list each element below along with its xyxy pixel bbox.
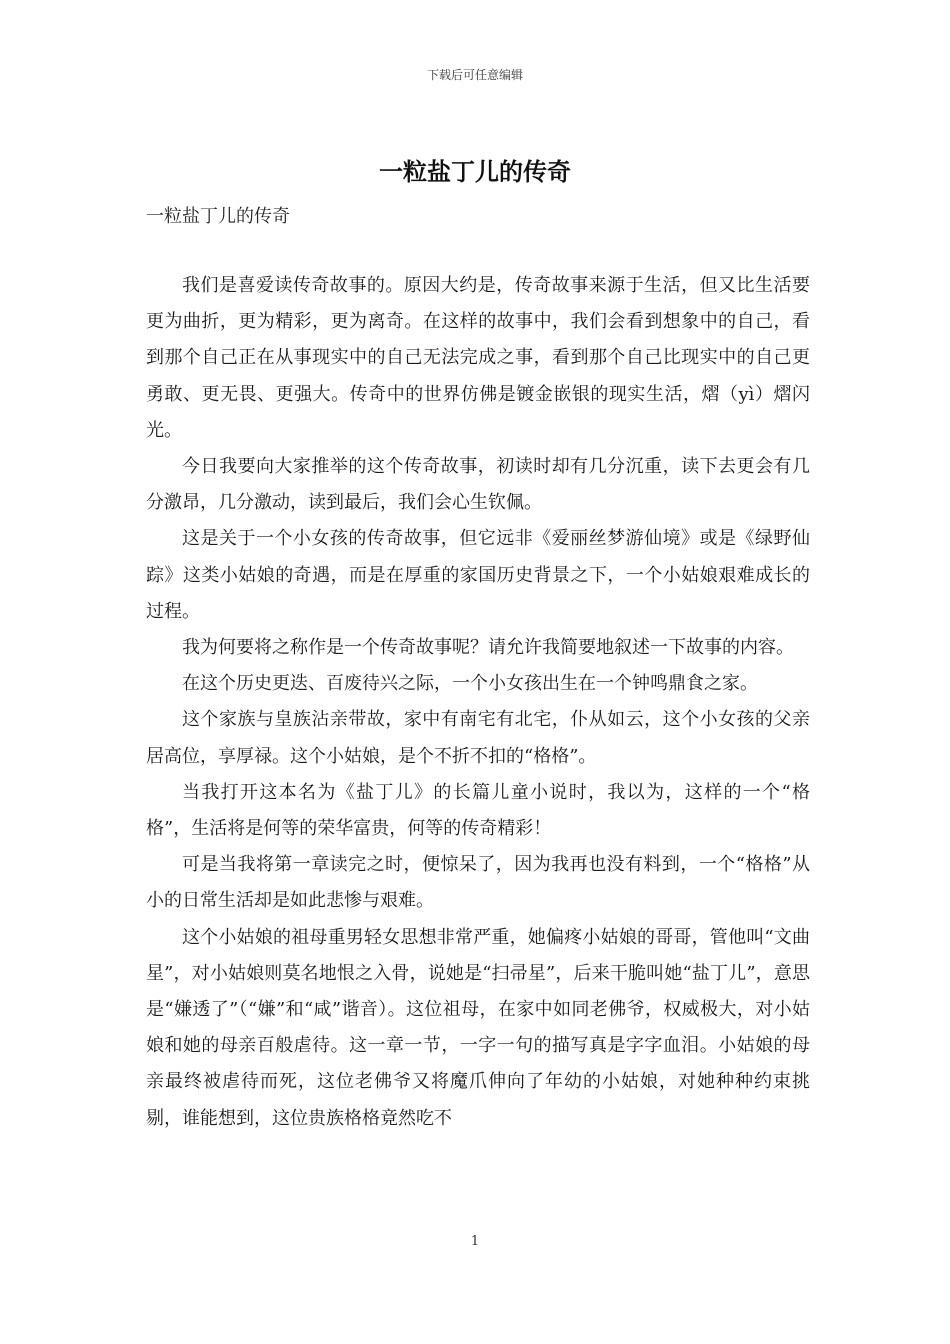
paragraph-1: 我们是喜爱读传奇故事的。原因大约是，传奇故事来源于生活，但又比生活要更为曲折，更为精彩，更为离奇。在这样的故事中，我们会看到想象中的自己，看到那个自己正在从事现实中的自己无法完成之事，看到那个自己比现实中的自己更勇敢、更无畏、更强大。传奇中的世界仿佛是镀金嵌银的现实生活，熠（yì）熠闪光。 [146, 275, 810, 441]
document-body [146, 268, 810, 1137]
paragraph-9: 这个小姑娘的祖母重男轻女思想非常严重，她偏疼小姑娘的哥哥，管他叫“文曲星”，对小姑娘则莫名地恨之入骨，说她是“扫帚星”，后来干脆叫她“盐丁儿”，意思是“嫌透了”（“嫌”和“咸”谐音）。这位祖母，在家中如同老佛爷，权威极大，对小姑娘和她的母亲百般虐待。这一章一节，一字一句的描写真是字字血泪。小姑娘的母亲最终被虐待而死，这位老佛爷又将魔爪伸向了年幼的小姑娘，对她种种约束挑剔，谁能想到，这位贵族格格竟然吃不 [146, 926, 810, 1129]
paragraph-8: 可是当我将第一章读完之时，便惊呆了，因为我再也没有料到，一个“格格”从小的日常生活却是如此悲惨与艰难。 [146, 854, 810, 912]
page-number: 1 [470, 1234, 480, 1249]
paragraph-3: 这是关于一个小女孩的传奇故事，但它远非《爱丽丝梦游仙境》或是《绿野仙踪》这类小姑娘的奇遇，而是在厚重的家国历史背景之下，一个小姑娘艰难成长的过程。 [146, 528, 810, 622]
paragraph-6: 这个家族与皇族沾亲带故，家中有南宅有北宅，仆从如云，这个小女孩的父亲居高位，享厚禄。这个小姑娘，是个不折不扣的“格格”。 [146, 709, 810, 767]
header-note: 下载后可任意编辑 [426, 68, 523, 82]
document-subtitle: 一粒盐丁儿的传奇 [146, 206, 290, 227]
document-title: 一粒盐丁儿的传奇 [379, 158, 571, 186]
paragraph-4: 我为何要将之称作是一个传奇故事呢？请允许我简要地叙述一下故事的内容。 [182, 637, 794, 659]
paragraph-7: 当我打开这本名为《盐丁儿》的长篇儿童小说时，我以为，这样的一个“格格”，生活将是何等的荣华富贵，何等的传奇精彩！ [146, 781, 810, 840]
paragraph-5: 在这个历史更迭、百废待兴之际，一个小女孩出生在一个钟鸣鼎食之家。 [182, 673, 758, 695]
paragraph-2: 今日我要向大家推举的这个传奇故事，初读时却有几分沉重，读下去更会有几分激昂，几分激动，读到最后，我们会心生钦佩。 [146, 456, 810, 514]
